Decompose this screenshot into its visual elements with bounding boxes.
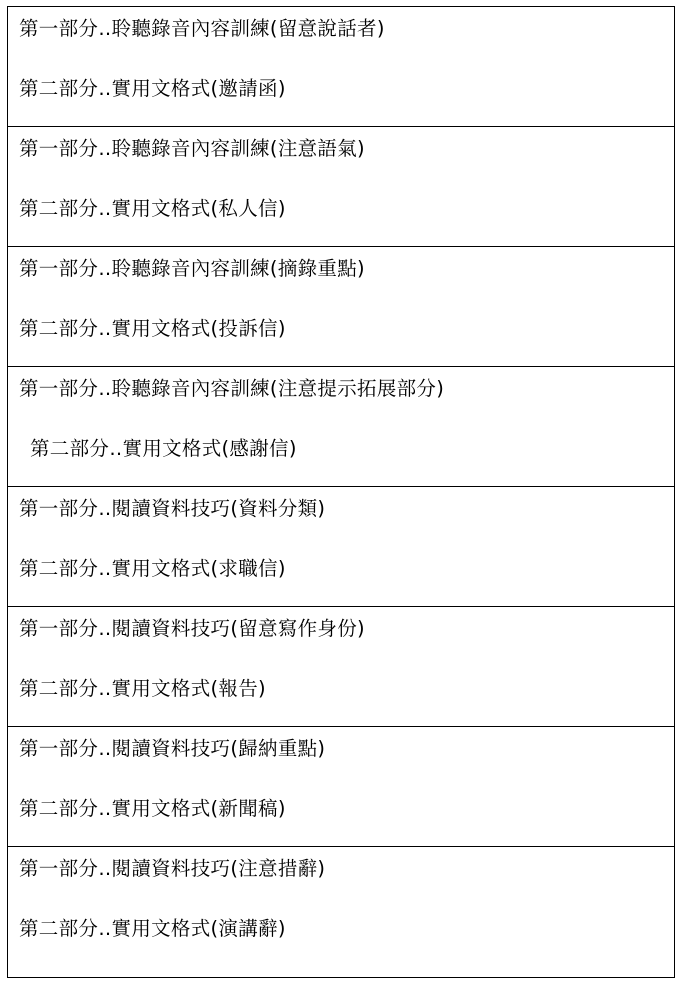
part-one-text: 第一部分‥閱讀資料技巧(注意措辭) bbox=[19, 857, 326, 880]
part-two-text: 第二部分‥實用文格式(私人信) bbox=[19, 197, 286, 220]
part-one-text: 第一部分‥聆聽錄音內容訓練(摘錄重點) bbox=[19, 257, 365, 280]
part-two-text: 第二部分‥實用文格式(演講辭) bbox=[19, 917, 286, 940]
part-two-text: 第二部分‥實用文格式(邀請函) bbox=[19, 77, 286, 100]
part-one-text: 第一部分‥聆聽錄音內容訓練(注意提示拓展部分) bbox=[19, 377, 445, 400]
table-row bbox=[8, 127, 674, 247]
table-row bbox=[8, 7, 674, 127]
part-one-text: 第一部分‥聆聽錄音內容訓練(注意語氣) bbox=[19, 137, 365, 160]
table-row bbox=[8, 847, 674, 976]
table-row bbox=[8, 367, 674, 487]
part-two-text: 第二部分‥實用文格式(感謝信) bbox=[30, 437, 297, 460]
part-two-text: 第二部分‥實用文格式(報告) bbox=[19, 677, 266, 700]
part-one-text: 第一部分‥閱讀資料技巧(留意寫作身份) bbox=[19, 617, 365, 640]
table-row bbox=[8, 607, 674, 727]
part-two-text: 第二部分‥實用文格式(求職信) bbox=[19, 557, 286, 580]
table-row bbox=[8, 727, 674, 847]
table-row bbox=[8, 247, 674, 367]
part-two-text: 第二部分‥實用文格式(投訴信) bbox=[19, 317, 286, 340]
lesson-table bbox=[7, 6, 675, 978]
table-row bbox=[8, 487, 674, 607]
part-one-text: 第一部分‥閱讀資料技巧(資料分類) bbox=[19, 497, 326, 520]
part-two-text: 第二部分‥實用文格式(新聞稿) bbox=[19, 797, 286, 820]
part-one-text: 第一部分‥閱讀資料技巧(歸納重點) bbox=[19, 737, 326, 760]
part-one-text: 第一部分‥聆聽錄音內容訓練(留意說話者) bbox=[19, 17, 385, 40]
